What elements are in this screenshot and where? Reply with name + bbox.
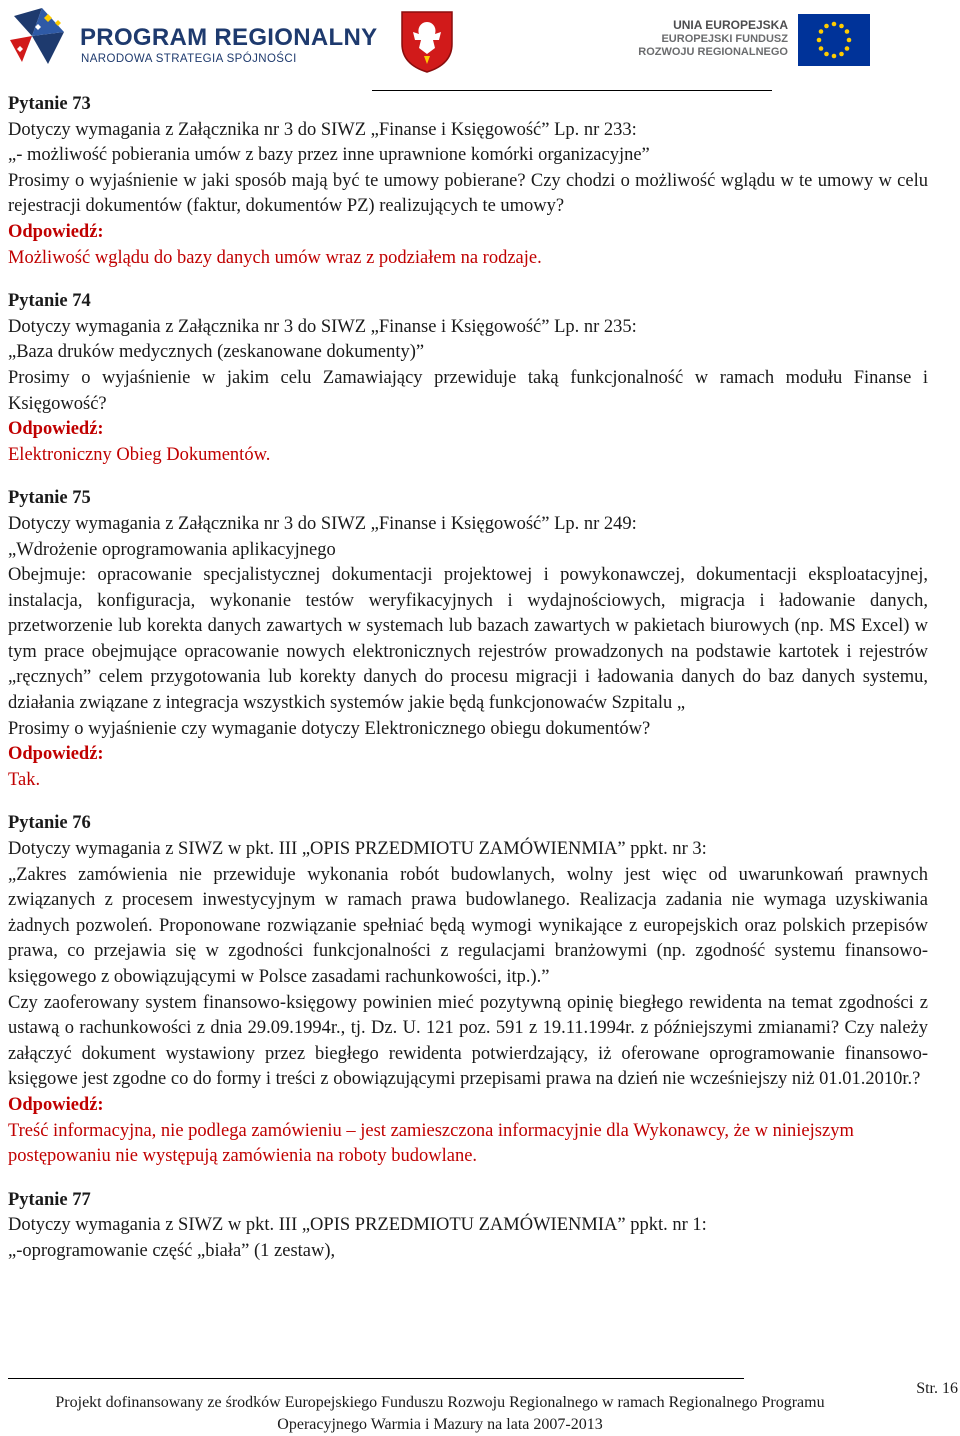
eu-logo — [640, 14, 870, 74]
header-divider — [372, 90, 772, 91]
page-number: Str. 16 — [916, 1380, 958, 1397]
page-header — [0, 0, 960, 80]
question-73-answer: Możliwość wglądu do bazy danych umów wraz z podziałem na rodzaje. — [8, 247, 542, 268]
coat-of-arms-icon — [400, 10, 454, 74]
question-76-reference: Dotyczy wymagania z SIWZ w pkt. III „OPIS PRZEDMIOTU ZAMÓWIENMIA” ppkt. nr 3: — [8, 839, 707, 860]
program-name: PROGRAM REGIONALNY — [80, 24, 378, 51]
footer-divider — [8, 1378, 744, 1379]
question-74-reference: Dotyczy wymagania z Załącznika nr 3 do SIWZ „Finanse i Księgowość” Lp. nr 235: — [8, 316, 637, 337]
question-75-quote-start: „Wdrożenie oprogramowania aplikacyjnego — [8, 539, 336, 560]
question-77-quote: „-oprogramowanie część „biała” (1 zestaw), — [8, 1240, 336, 1261]
program-logo-mark-icon — [8, 6, 74, 72]
question-75-quote-body: Obejmuje: opracowanie specjalistycznej dokumentacji projektowej i powykonawczej, dokumentacji eksploatacyjnej, instalacja, konfiguracja, wykonanie testów weryfikacyjnych i wydajnościowych, migracja i ładowanie danych, przetworzenie lub korekta danych zawartych w systemach lub bazach zawartych w pakietach biurowych (np. MS Excel) w tym prace obejmujące opracowanie nowych elektronicznych rejestrów prowadzonych na podstawie kartotek i rejestrów „ręcznych” celem przygotowania lub korekty danych do procesu migracji i ładowania danych do baz danych systemu, działania związane z integracja wszystkich systemów jakie będą funkcjonowaćw Szpitalu „ — [8, 565, 928, 714]
eu-line-2: EUROPEJSKI FUNDUSZ — [661, 33, 788, 45]
question-76-answer: Treść informacyjna, nie podlega zamówieniu – jest zamieszczona informacyjnie dla Wykonawcy, że w niniejszym postępowaniu nie występują zamówienia na roboty budowlane. — [8, 1120, 854, 1167]
question-76-title: Pytanie 76 — [8, 813, 91, 834]
answer-label: Odpowiedź: — [8, 221, 104, 242]
program-regionalny-logo — [8, 6, 378, 72]
eu-line-1: UNIA EUROPEJSKA — [673, 18, 788, 32]
eu-line-3: ROZWOJU REGIONALNEGO — [638, 46, 788, 58]
question-76-text: Czy zaoferowany system finansowo-księgowy powinien mieć pozytywną opinię biegłego rewidenta na temat zgodności z ustawą o rachunkowości z dnia 29.09.1994r., tj. Dz. U. 121 poz. 591 z 19.11.1994r. z późniejszymi zmianami? Czy należy załączyć dokument wystawiony przez biegłego rewidenta potwierdzający, iż oferowane oprogramowanie finansowo-księgowe jest zgodne co do formy i treści z obowiązującymi przepisami prawa na dzień nie wcześniejszy niż 01.01.2010r.? — [8, 992, 928, 1090]
question-76-quote: „Zakres zamówienia nie przewiduje wykonania robót budowlanych, wolny jest więc od uwarunkowań prawnych związanych z procesem inwestycyjnym w ramach prawa budowlanego. Realizacja zadania nie wymaga uzyskiwania żadnych pozwoleń. Proponowane rozwiązanie spełniać będą wymogi wynikające z europejskich oraz polskich przepisów prawa, co przejawia się w zgodności funkcjonalności z regulacjami branżowymi (np. zgodność systemu finansowo-księgowego z obowiązującymi w Polsce zasadami rachunkowości, itp.).” — [8, 864, 928, 987]
footer-line-2: Operacyjnego Warmia i Mazury na lata 2007-2013 — [277, 1416, 603, 1433]
answer-label: Odpowiedź: — [8, 744, 104, 765]
question-75-text: Prosimy o wyjaśnienie czy wymaganie dotyczy Elektronicznego obiegu dokumentów? — [8, 718, 651, 739]
answer-label: Odpowiedź: — [8, 419, 104, 440]
document-body — [8, 92, 928, 1265]
eu-flag-icon — [798, 14, 870, 66]
question-74-text: Prosimy o wyjaśnienie w jakim celu Zamawiający przewiduje taką funkcjonalność w ramach modułu Finanse i Księgowość? — [8, 367, 928, 414]
question-74-quote: „Baza druków medycznych (zeskanowane dokumenty)” — [8, 342, 425, 363]
question-74-title: Pytanie 74 — [8, 291, 91, 312]
question-74-answer: Elektroniczny Obieg Dokumentów. — [8, 444, 271, 465]
question-75-title: Pytanie 75 — [8, 488, 91, 509]
question-75-answer: Tak. — [8, 769, 41, 790]
question-73-reference: Dotyczy wymagania z Załącznika nr 3 do SIWZ „Finanse i Księgowość” Lp. nr 233: — [8, 119, 637, 140]
answer-label: Odpowiedź: — [8, 1094, 104, 1115]
question-73-quote: „- możliwość pobierania umów z bazy przez inne uprawnione komórki organizacyjne” — [8, 145, 650, 166]
question-75-reference: Dotyczy wymagania z Załącznika nr 3 do SIWZ „Finanse i Księgowość” Lp. nr 249: — [8, 513, 637, 534]
question-73-text: Prosimy o wyjaśnienie w jaki sposób mają być te umowy pobierane? Czy chodzi o możliwość wglądu w te umowy w celu rejestracji dokumentów (faktur, dokumentów PZ) realizujących te umowy? — [8, 170, 928, 217]
question-77-reference: Dotyczy wymagania z SIWZ w pkt. III „OPIS PRZEDMIOTU ZAMÓWIENMIA” ppkt. nr 1: — [8, 1215, 707, 1236]
question-73-title: Pytanie 73 — [8, 94, 91, 114]
footer-line-1: Projekt dofinansowany ze środków Europejskiego Funduszu Rozwoju Regionalnego w ramach Regionalnego Programu — [55, 1394, 825, 1411]
program-subtitle: NARODOWA STRATEGIA SPÓJNOŚCI — [81, 53, 297, 65]
question-77-title: Pytanie 77 — [8, 1189, 91, 1210]
page-footer — [0, 1392, 960, 1436]
